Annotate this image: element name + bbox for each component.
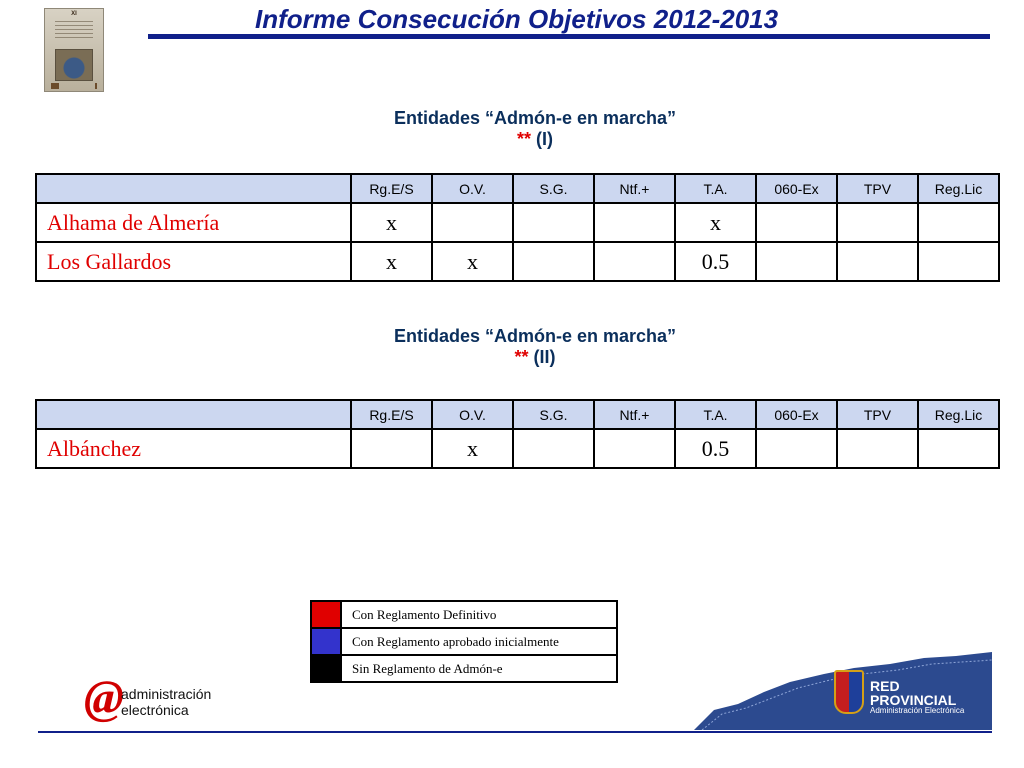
column-header: O.V. bbox=[432, 400, 513, 429]
entities-table-1 bbox=[35, 173, 1000, 282]
status-cell bbox=[513, 242, 594, 281]
footer-rule bbox=[38, 731, 992, 733]
table-row bbox=[36, 429, 999, 468]
entities-table-2 bbox=[35, 399, 1000, 469]
status-cell: 0.5 bbox=[675, 429, 756, 468]
table-header-row bbox=[36, 400, 999, 429]
column-header: 060-Ex bbox=[756, 400, 837, 429]
column-header: S.G. bbox=[513, 174, 594, 203]
section-heading-2 bbox=[260, 326, 810, 368]
column-header: T.A. bbox=[675, 400, 756, 429]
book-cover-image: XI bbox=[44, 8, 104, 92]
status-cell bbox=[594, 203, 675, 242]
title-underline bbox=[148, 34, 990, 39]
section-part: (II) bbox=[533, 347, 556, 367]
header-blank-cell bbox=[36, 174, 351, 203]
legend-swatch bbox=[311, 655, 341, 682]
status-cell bbox=[837, 242, 918, 281]
entity-name: Albánchez bbox=[36, 429, 351, 468]
section-heading-text: Entidades “Admón-e en marcha” bbox=[393, 326, 677, 346]
entity-name: Alhama de Almería bbox=[36, 203, 351, 242]
status-cell: x bbox=[432, 242, 513, 281]
legend-swatch bbox=[311, 601, 341, 628]
section-heading-text: Entidades “Admón-e en marcha” bbox=[393, 108, 677, 128]
status-cell bbox=[756, 429, 837, 468]
slide-title: Informe Consecución Objetivos 2012-2013 bbox=[255, 4, 779, 34]
column-header: O.V. bbox=[432, 174, 513, 203]
column-header: T.A. bbox=[675, 174, 756, 203]
entity-name: Los Gallardos bbox=[36, 242, 351, 281]
coat-of-arms-icon bbox=[834, 670, 864, 714]
section-stars: ** bbox=[514, 347, 529, 367]
column-header: Ntf.+ bbox=[594, 400, 675, 429]
status-cell: x bbox=[432, 429, 513, 468]
legend-item bbox=[311, 655, 617, 682]
section-part: (I) bbox=[536, 129, 554, 149]
status-cell bbox=[918, 429, 999, 468]
status-cell bbox=[594, 429, 675, 468]
column-header: 060-Ex bbox=[756, 174, 837, 203]
section-stars: ** bbox=[516, 129, 531, 149]
status-cell: x bbox=[351, 203, 432, 242]
status-cell bbox=[756, 242, 837, 281]
column-header: S.G. bbox=[513, 400, 594, 429]
status-cell bbox=[594, 242, 675, 281]
status-cell bbox=[351, 429, 432, 468]
legend-item bbox=[311, 628, 617, 655]
table-row bbox=[36, 242, 999, 281]
red-provincial-logo: RED PROVINCIAL Administración Electrónica bbox=[834, 670, 984, 720]
status-cell bbox=[756, 203, 837, 242]
status-cell bbox=[918, 242, 999, 281]
status-cell bbox=[918, 203, 999, 242]
legend-item bbox=[311, 601, 617, 628]
column-header: Reg.Lic bbox=[918, 174, 999, 203]
administracion-electronica-logo: @ administración electrónica bbox=[84, 671, 212, 724]
status-cell bbox=[432, 203, 513, 242]
column-header: Rg.E/S bbox=[351, 174, 432, 203]
table-header-row bbox=[36, 174, 999, 203]
table-row bbox=[36, 203, 999, 242]
status-cell: 0.5 bbox=[675, 242, 756, 281]
color-legend bbox=[310, 600, 618, 683]
header-blank-cell bbox=[36, 400, 351, 429]
status-cell: x bbox=[351, 242, 432, 281]
status-cell bbox=[837, 203, 918, 242]
legend-label: Con Reglamento Definitivo bbox=[341, 601, 617, 628]
column-header: Reg.Lic bbox=[918, 400, 999, 429]
legend-swatch bbox=[311, 628, 341, 655]
column-header: TPV bbox=[837, 174, 918, 203]
column-header: TPV bbox=[837, 400, 918, 429]
section-heading-1 bbox=[260, 108, 810, 150]
status-cell bbox=[513, 203, 594, 242]
at-sign-logo-icon: @ bbox=[84, 671, 124, 724]
column-header: Rg.E/S bbox=[351, 400, 432, 429]
legend-label: Sin Reglamento de Admón-e bbox=[341, 655, 617, 682]
legend-label: Con Reglamento aprobado inicialmente bbox=[341, 628, 617, 655]
status-cell bbox=[513, 429, 594, 468]
column-header: Ntf.+ bbox=[594, 174, 675, 203]
status-cell bbox=[837, 429, 918, 468]
status-cell: x bbox=[675, 203, 756, 242]
